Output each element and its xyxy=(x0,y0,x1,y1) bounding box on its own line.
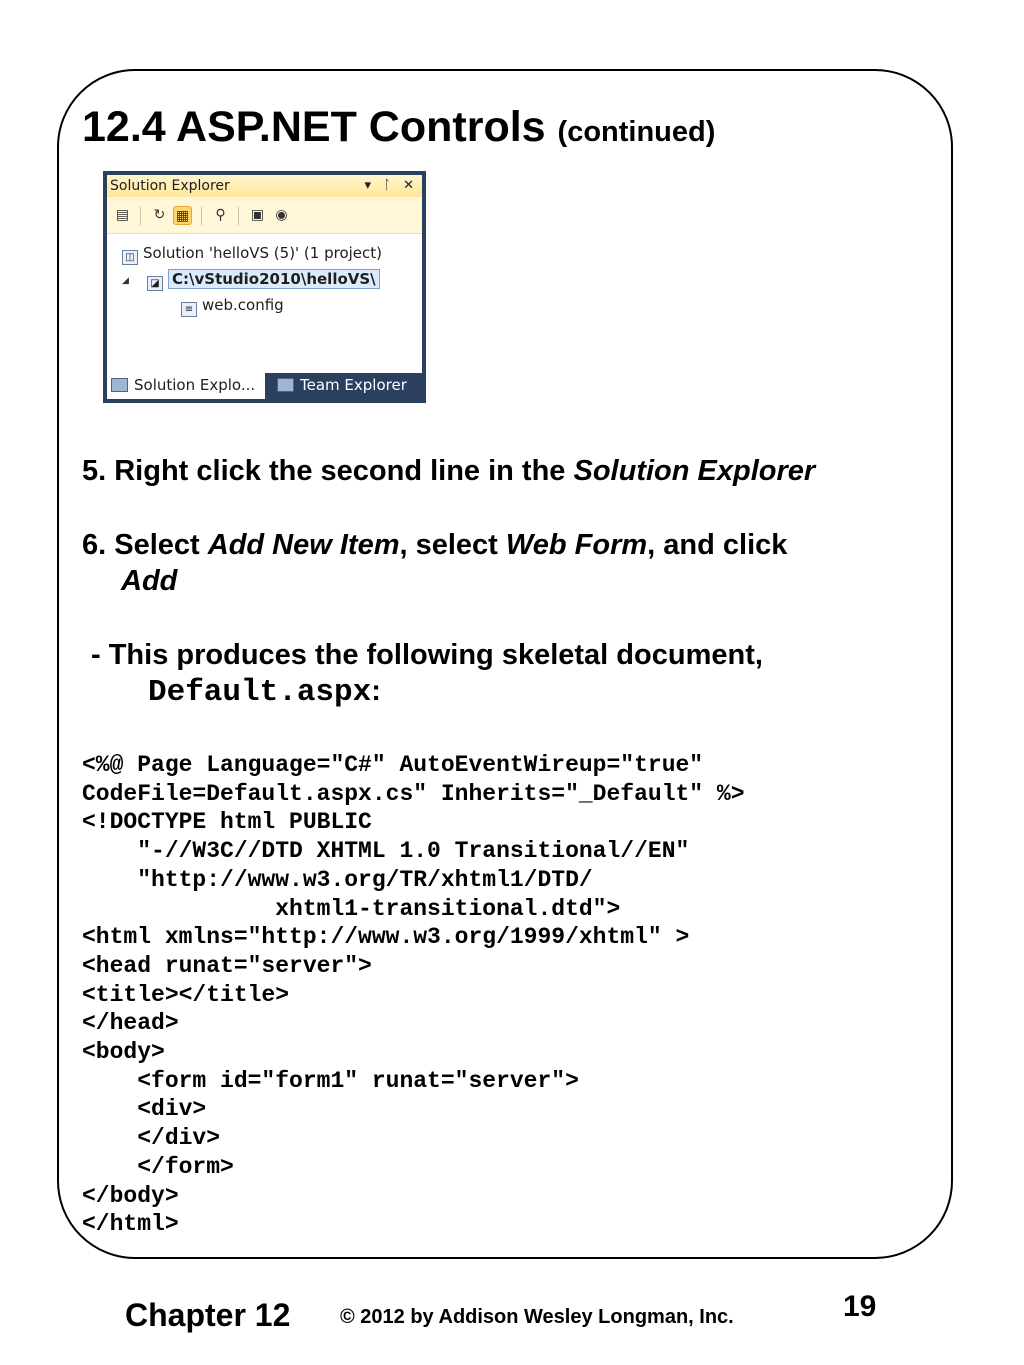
skeletal-document-note xyxy=(91,637,763,711)
code-line: xhtml1-transitional.dtd"> xyxy=(82,895,621,922)
nest-files-icon[interactable]: ⚲ xyxy=(215,207,226,223)
code-line: </head> xyxy=(82,1010,179,1037)
tab-team-explorer-label: Team Explorer xyxy=(300,376,407,394)
solution-explorer-tab-icon xyxy=(111,378,128,392)
code-line: <!DOCTYPE html PUBLIC xyxy=(82,809,372,836)
code-line: "-//W3C//DTD XHTML 1.0 Transitional//EN" xyxy=(82,838,690,865)
team-explorer-tab-icon xyxy=(277,378,294,392)
note-text: - This produces the following skeletal document, xyxy=(91,639,763,671)
solution-explorer-toolbar xyxy=(107,197,422,234)
tab-team-explorer[interactable] xyxy=(273,373,423,399)
code-line: </body> xyxy=(82,1182,179,1209)
tree-item-file-label: web.config xyxy=(202,296,284,314)
code-listing xyxy=(82,751,745,1239)
solution-explorer-body xyxy=(107,175,422,399)
code-line: <html xmlns="http://www.w3.org/1999/xhtml" > xyxy=(82,924,690,951)
code-line: CodeFile=Default.aspx.cs" Inherits="_Default" %> xyxy=(82,780,745,807)
view-designer-icon[interactable]: ▣ xyxy=(250,207,265,223)
code-line: </html> xyxy=(82,1211,179,1238)
code-line: "http://www.w3.org/TR/xhtml1/DTD/ xyxy=(82,866,593,893)
step-6-add: Add xyxy=(121,565,178,597)
step-6 xyxy=(82,527,932,599)
solution-explorer-panel xyxy=(103,171,426,403)
slide-title xyxy=(82,104,715,151)
page-number: 19 xyxy=(843,1290,877,1323)
note-colon: : xyxy=(371,675,381,707)
code-line: <%@ Page Language="C#" AutoEventWireup="true" xyxy=(82,752,704,778)
toolbar-separator xyxy=(201,207,202,225)
config-file-icon: ≡ xyxy=(181,302,197,317)
project-icon: ◪ xyxy=(147,276,163,291)
code-line: <head runat="server"> xyxy=(82,952,372,979)
code-line: </form> xyxy=(82,1153,234,1180)
tree-item-web-config[interactable] xyxy=(181,295,284,317)
step-6-web-form: Web Form xyxy=(505,529,648,561)
solution-explorer-title: Solution Explorer xyxy=(110,178,230,194)
footer-chapter: Chapter 12 xyxy=(125,1297,291,1333)
code-line: <title></title> xyxy=(82,981,290,1008)
solution-icon: ◫ xyxy=(122,250,138,265)
slide-title-main: 12.4 ASP.NET Controls xyxy=(82,103,546,151)
tab-solution-explorer-label: Solution Explo... xyxy=(134,376,256,394)
refresh-icon[interactable]: ↻ xyxy=(153,207,166,223)
step-6-part2: , select xyxy=(399,529,506,561)
slide-title-suffix: (continued) xyxy=(557,116,716,148)
code-line: <body> xyxy=(82,1039,165,1066)
properties-icon[interactable]: ▤ xyxy=(115,207,130,223)
footer-copyright: © 2012 by Addison Wesley Longman, Inc. xyxy=(340,1306,734,1328)
panel-tab-strip xyxy=(107,373,422,399)
code-line: <form id="form1" runat="server"> xyxy=(82,1067,579,1094)
code-line: </div> xyxy=(82,1125,221,1152)
step-6-part1: 6. Select xyxy=(82,529,208,561)
copy-website-icon[interactable]: ◉ xyxy=(275,207,288,223)
tree-item-project[interactable] xyxy=(147,269,380,291)
panel-window-controls[interactable]: ▾ ᛚ ✕ xyxy=(364,178,418,193)
show-all-files-icon[interactable]: ▦ xyxy=(173,206,192,225)
tree-item-solution[interactable] xyxy=(122,243,382,265)
toolbar-separator xyxy=(238,207,239,225)
code-line: <div> xyxy=(82,1096,207,1123)
step-5 xyxy=(82,453,815,489)
solution-explorer-titlebar[interactable] xyxy=(107,175,422,197)
tab-solution-explorer[interactable] xyxy=(107,373,265,399)
tree-item-solution-label: Solution 'helloVS (5)' (1 project) xyxy=(143,244,383,262)
toolbar-separator xyxy=(140,207,141,225)
note-filename-line xyxy=(91,673,763,711)
step-6-add-new-item: Add New Item xyxy=(207,529,400,561)
step-5-text: 5. Right click the second line in the xyxy=(82,455,574,487)
step-5-emphasis: Solution Explorer xyxy=(573,455,816,487)
note-filename: Default.aspx xyxy=(148,675,372,710)
step-6-part3: , and click xyxy=(647,529,788,561)
expand-arrow-icon[interactable]: ◢ xyxy=(122,276,129,286)
tree-item-project-label: C:\vStudio2010\helloVS\ xyxy=(168,269,380,289)
